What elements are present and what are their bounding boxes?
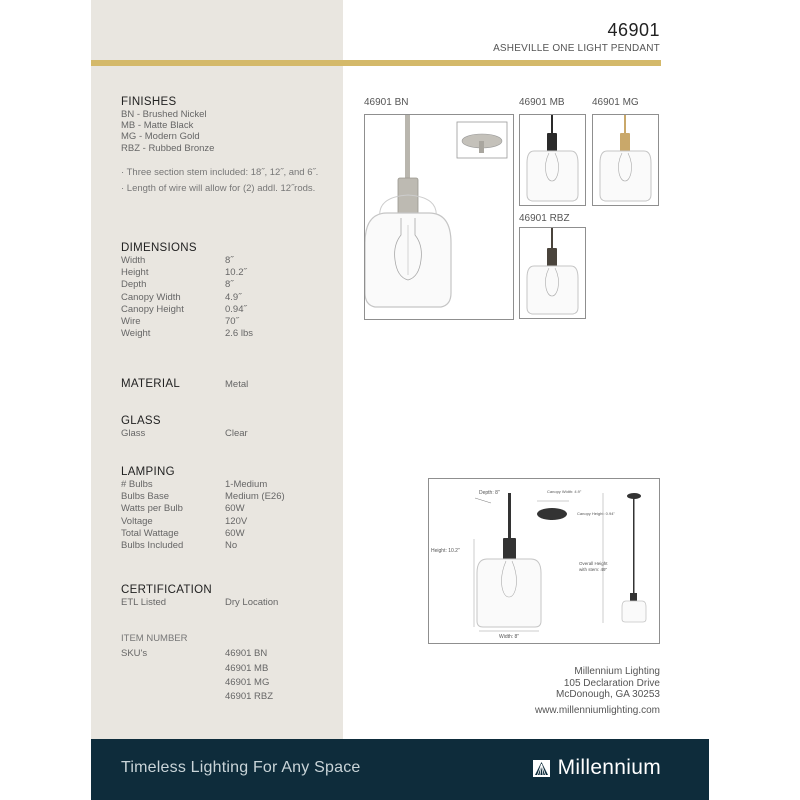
- lamping-value: 60W: [225, 527, 245, 539]
- certification-row: [121, 597, 278, 609]
- item-number-title: ITEM NUMBER: [121, 633, 188, 644]
- lamping-section: [121, 466, 285, 552]
- sku-block: [121, 647, 273, 704]
- glass-label: Glass: [121, 428, 146, 439]
- dimension-row: [121, 292, 253, 304]
- lamping-row: [121, 540, 285, 552]
- dimension-value: 2.6 lbs: [225, 328, 253, 340]
- diagram-overall-height-2: with stem: 49": [579, 567, 608, 572]
- diagram-depth: Depth: 8": [479, 490, 500, 496]
- lamping-value: 60W: [225, 503, 245, 515]
- company-city: McDonough, GA 30253: [556, 689, 660, 700]
- product-label-bn: 46901 BN: [364, 97, 409, 108]
- lamping-row: [121, 491, 285, 503]
- material-title: MATERIAL: [121, 378, 181, 390]
- dimension-value: 4.9˝: [225, 291, 242, 303]
- dimension-row: [121, 279, 253, 291]
- lamping-value: 120V: [225, 515, 248, 527]
- brand-logo: [533, 756, 661, 780]
- dimension-row: [121, 304, 253, 316]
- dimensions-title: DIMENSIONS: [121, 242, 197, 254]
- certification-value: Dry Location: [225, 597, 279, 608]
- lamping-value: No: [225, 540, 238, 552]
- footer-tagline: Timeless Lighting For Any Space: [121, 759, 361, 776]
- item-number-section: [121, 633, 273, 704]
- gold-divider: [91, 60, 661, 66]
- sku-item: 46901 RBZ: [225, 691, 274, 703]
- brand-name: Millennium: [557, 756, 661, 779]
- sku-item: 46901 MG: [225, 676, 270, 688]
- pendant-rbz-icon: [520, 228, 585, 318]
- material-section: [121, 378, 248, 391]
- sku-label: SKU's: [121, 648, 148, 660]
- finish-item: MG - Modern Gold: [121, 131, 200, 143]
- footer-banner: [91, 739, 709, 800]
- dimension-label: Width: [121, 255, 146, 266]
- company-name: Millennium Lighting: [574, 666, 660, 677]
- lamping-label: Bulbs Included: [121, 540, 184, 552]
- finishes-title: FINISHES: [121, 96, 177, 108]
- lamping-label: Watts per Bulb: [121, 503, 183, 515]
- lamping-row: [121, 479, 285, 491]
- lamping-row: [121, 516, 285, 528]
- millennium-logo-icon: [533, 760, 550, 777]
- glass-value: Clear: [225, 428, 248, 439]
- certification-label: ETL Listed: [121, 597, 167, 608]
- diagram-canopy-height: Canopy Height: 0.94": [577, 511, 615, 516]
- pendant-diagram-icon: [429, 479, 659, 643]
- dimension-row: [121, 267, 253, 279]
- glass-section: [121, 415, 248, 440]
- product-label-mb: 46901 MB: [519, 97, 565, 108]
- certification-title: CERTIFICATION: [121, 584, 213, 596]
- lamping-label: Voltage: [121, 515, 153, 527]
- diagram-width: Width: 8": [499, 634, 520, 640]
- product-image-rbz: [519, 227, 586, 319]
- lamping-title: LAMPING: [121, 466, 175, 478]
- dimension-row: [121, 255, 253, 267]
- dimension-value: 10.2˝: [225, 267, 247, 279]
- dimension-value: 0.94˝: [225, 303, 247, 315]
- finishes-section: [121, 96, 318, 195]
- dimension-value: 70˝: [225, 316, 239, 328]
- wire-note: · Length of wire will allow for (2) addl. 12˝rods.: [121, 182, 316, 194]
- dimensions-section: [121, 242, 253, 340]
- company-website[interactable]: www.millenniumlighting.com: [534, 704, 660, 716]
- lamping-label: Total Wattage: [121, 527, 179, 539]
- product-label-mg: 46901 MG: [592, 97, 639, 108]
- dimension-label: Depth: [121, 279, 147, 291]
- model-number: 46901: [607, 20, 660, 40]
- diagram-canopy-width: Canopy Width: 4.9": [547, 489, 582, 494]
- material-row: [121, 378, 248, 391]
- pendant-bn-icon: [365, 115, 513, 319]
- stem-note: · Three section stem included: 18˝, 12˝, and 6˝.: [121, 166, 319, 178]
- sku-item: 46901 MB: [225, 662, 269, 674]
- dimension-label: Height: [121, 267, 149, 279]
- finish-item: BN - Brushed Nickel: [121, 109, 207, 120]
- product-image-mb: [519, 114, 586, 206]
- lamping-row: [121, 528, 285, 540]
- dimension-value: 8˝: [225, 255, 234, 266]
- finish-item: RBZ - Rubbed Bronze: [121, 142, 215, 154]
- company-street: 105 Declaration Drive: [563, 677, 660, 689]
- dimension-label: Wire: [121, 316, 141, 328]
- dimension-row: [121, 316, 253, 328]
- dimension-row: [121, 328, 253, 340]
- diagram-height: Height: 10.2": [431, 548, 460, 554]
- dimension-label: Canopy Width: [121, 291, 181, 303]
- glass-title: GLASS: [121, 415, 161, 427]
- glass-row: [121, 428, 248, 440]
- product-label-rbz: 46901 RBZ: [519, 213, 570, 224]
- certification-section: [121, 584, 278, 609]
- sku-list: [225, 647, 273, 704]
- dimension-diagram: [428, 478, 660, 644]
- sku-item: 46901 BN: [225, 648, 268, 660]
- material-value: Metal: [225, 379, 249, 390]
- lamping-label: # Bulbs: [121, 479, 153, 490]
- lamping-row: [121, 503, 285, 515]
- lamping-label: Bulbs Base: [121, 491, 170, 503]
- finish-item: MB - Matte Black: [121, 120, 194, 132]
- dimension-label: Canopy Height: [121, 303, 184, 315]
- lamping-value: 1-Medium: [225, 479, 268, 490]
- product-name: ASHEVILLE ONE LIGHT PENDANT: [493, 43, 660, 54]
- pendant-mb-icon: [520, 115, 585, 205]
- diagram-overall-height-1: Overall Height: [579, 561, 608, 566]
- pendant-mg-icon: [593, 115, 658, 205]
- product-image-mg: [592, 114, 659, 206]
- product-image-bn: [364, 114, 514, 320]
- company-address: [535, 666, 660, 716]
- dimension-label: Weight: [121, 328, 151, 340]
- lamping-value: Medium (E26): [225, 491, 285, 503]
- dimension-value: 8˝: [225, 279, 234, 291]
